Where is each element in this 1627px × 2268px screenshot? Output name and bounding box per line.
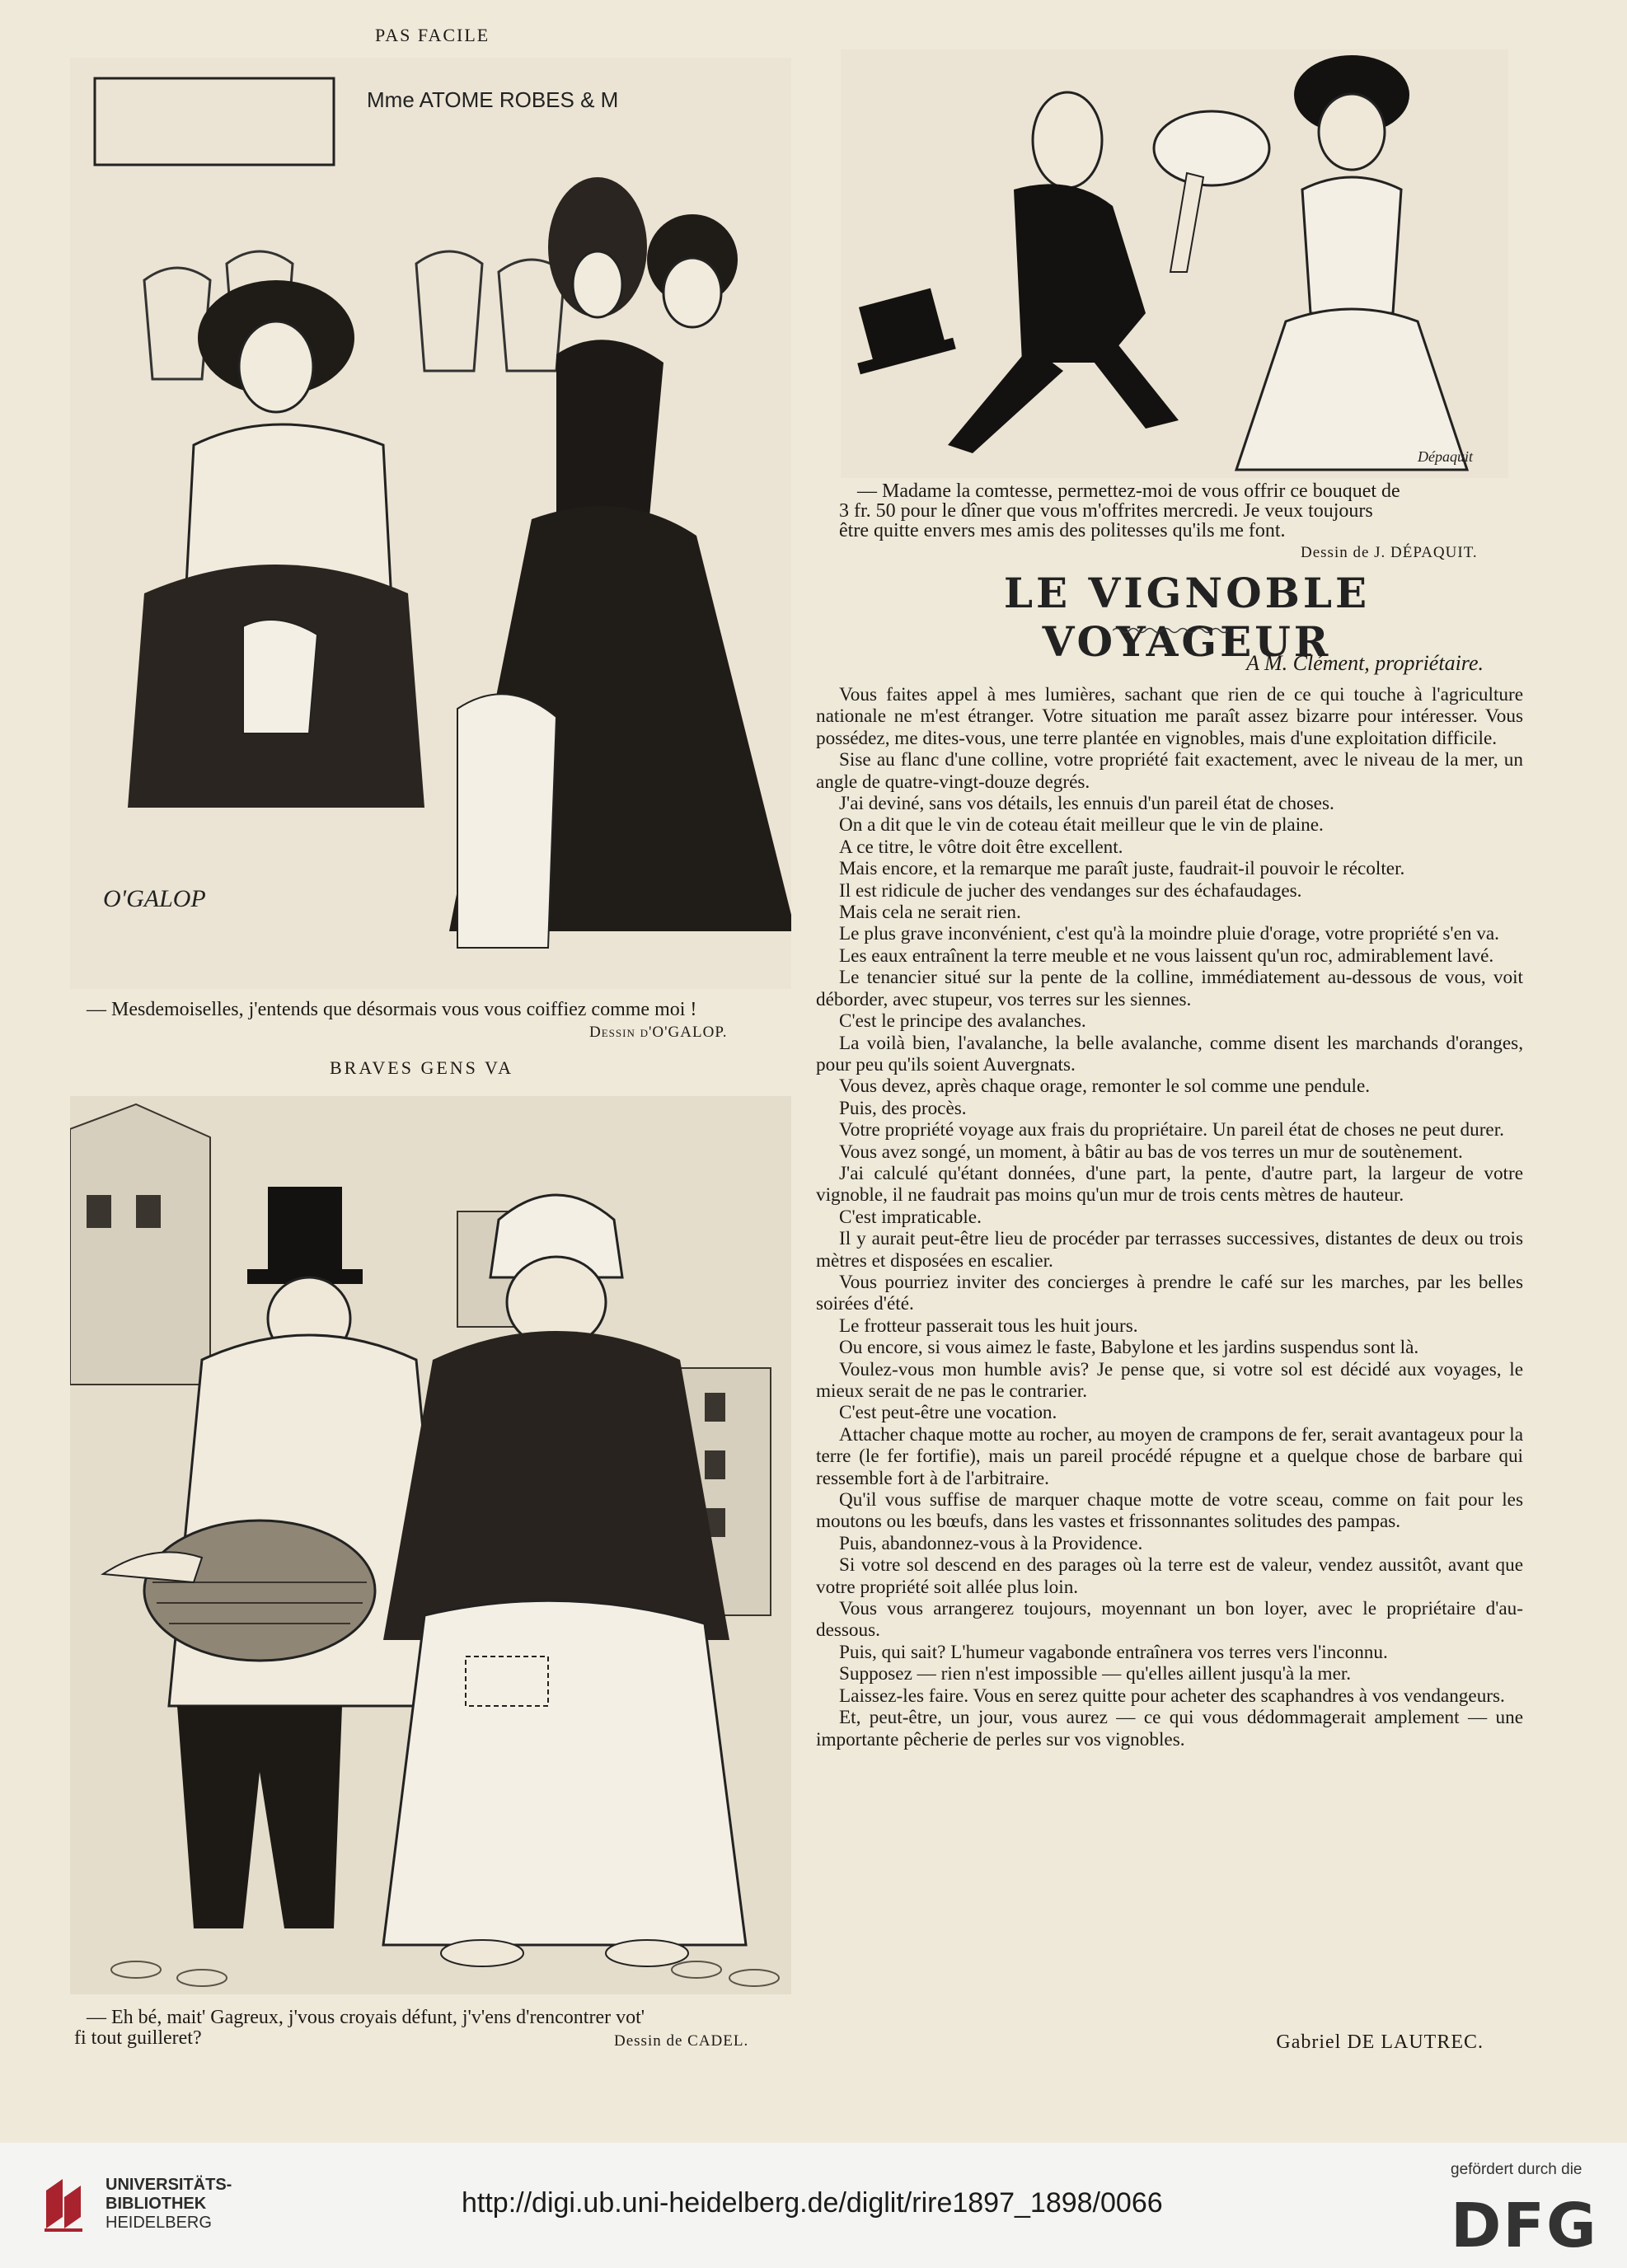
caption-bouquet-line2: 3 fr. 50 pour le dîner que vous m'offrites mercredi. Je veux toujours: [839, 500, 1373, 522]
credit-ogalop: Dessin d'O'GALOP.: [589, 1024, 728, 1041]
caption-bouquet-line3: être quitte envers mes amis des politesses qu'ils me font.: [839, 520, 1286, 541]
library-name-line: BIBLIOTHEK: [105, 2195, 207, 2213]
article-paragraph: Puis, qui sait? L'humeur vagabonde entraînera vos terres vers l'inconnu.: [839, 1641, 1388, 1663]
article-paragraph: Vous avez songé, un moment, à bâtir au bas de vos terres un mur de soutènement.: [839, 1141, 1463, 1163]
article-paragraph: Il y aurait peut-être lieu de procéder par terrasses successives, distantes de deux ou trois mètres et disposées en escalier.: [816, 1228, 1523, 1272]
article-paragraph: A ce titre, le vôtre doit être excellent.: [839, 836, 1123, 858]
article-paragraph: Mais cela ne serait rien.: [839, 902, 1021, 924]
article-paragraph: Vous vous arrangerez toujours, moyennant un bon loyer, avec le propriétaire d'au-dessous.: [816, 1598, 1523, 1642]
article-paragraph: Laissez-les faire. Vous en serez quitte pour acheter des scaphandres à vos vendangeurs.: [839, 1685, 1505, 1707]
article-title: LE VIGNOBLE VOYAGEUR: [1003, 569, 1371, 666]
illustration-market: [70, 1096, 791, 1994]
article-body: [816, 684, 1523, 1750]
article-paragraph: Il est ridicule de jucher des vendanges sur des échafaudages.: [839, 879, 1302, 902]
article-paragraph: Mais encore, et la remarque me paraît juste, faudrait-il pouvoir le récolter.: [839, 858, 1405, 880]
caption-market-line1: — Eh bé, mait' Gagreux, j'vous croyais défunt, j'v'ens d'rencontrer vot': [87, 2007, 645, 2028]
permalink-url[interactable]: http://digi.ub.uni-heidelberg.de/diglit/rire1897_1898/0066: [462, 2187, 1163, 2219]
bouquet-drawing: [841, 49, 1508, 478]
section-label-braves-gens: BRAVES GENS VA: [330, 1057, 513, 1078]
article-paragraph: Vous devez, après chaque orage, remonter le sol comme une pendule.: [839, 1075, 1371, 1098]
credit-cadel: Dessin de CADEL.: [614, 2032, 749, 2050]
library-name-line: UNIVERSITÄTS-: [105, 2176, 232, 2194]
market-drawing: [70, 1096, 791, 1994]
article-paragraph: Qu'il vous suffise de marquer chaque motte de votre sceau, comme on fait pour les moutons ou les bœufs, dans les vastes et frissonnantes solitudes des pampas.: [816, 1489, 1523, 1533]
article-paragraph: Vous faites appel à mes lumières, sachant que rien de ce qui touche à l'agriculture nationale ne m'est étranger. Votre situation me paraît assez bizarre pour intéresser. Vous possédez, me dites-vous, une terre plantée en vignobles, mais d'une exploitation difficile.: [816, 684, 1523, 749]
title-ornament: [1113, 626, 1228, 635]
article-paragraph: J'ai deviné, sans vos détails, les ennuis d'un pareil état de choses.: [839, 793, 1334, 815]
article-paragraph: Supposez — rien n'est impossible — qu'elles aillent jusqu'à la mer.: [839, 1663, 1352, 1685]
artist-mark-depaquit: Dépaquit: [1418, 448, 1473, 465]
article-paragraph: C'est peut-être une vocation.: [839, 1402, 1057, 1424]
article-paragraph: Puis, abandonnez-vous à la Providence.: [839, 1532, 1143, 1554]
artist-mark-ogalop: O'GALOP: [103, 885, 206, 912]
article-paragraph: On a dit que le vin de coteau était meilleur que le vin de plaine.: [839, 814, 1324, 836]
dfg-logo: DFG: [1451, 2191, 1598, 2261]
caption-dressmaker: — Mesdemoiselles, j'entends que désormais vous vous coiffiez comme moi !: [87, 999, 697, 1020]
credit-depaquit: Dessin de J. DÉPAQUIT.: [1301, 544, 1478, 561]
article-paragraph: Sise au flanc d'une colline, votre propriété fait exactement, avec le niveau de la mer, un angle de quatre-vingt-douze degrés.: [816, 749, 1523, 793]
article-paragraph: Le plus grave inconvénient, c'est qu'à la moindre pluie d'orage, votre propriété s'en va.: [839, 923, 1499, 945]
dressmaker-drawing: [70, 58, 791, 989]
article-signature: Gabriel DE LAUTREC.: [1276, 2031, 1484, 2053]
illustration-dressmaker: [70, 58, 791, 989]
article-paragraph: Puis, des procès.: [839, 1097, 967, 1119]
article-paragraph: Vous pourriez inviter des concierges à prendre le café sur les marches, par les belles soirées d'été.: [816, 1271, 1523, 1315]
article-paragraph: Attacher chaque motte au rocher, au moyen de crampons de fer, serait avantageux pour la terre (le fer fortifie), mais un pareil procédé répugne et a quelque chose de barbare qui ressemble fort à de l'arbitraire.: [816, 1423, 1523, 1489]
caption-bouquet-line1: — Madame la comtesse, permettez-moi de vous offrir ce bouquet de: [857, 480, 1400, 502]
running-head: PAS FACILE: [375, 25, 490, 45]
article-paragraph: Si votre sol descend en des parages où la terre est de valeur, vendez aussitôt, avant que votre propriété soit allée plus loin.: [816, 1554, 1523, 1598]
illustration-bouquet: [841, 49, 1508, 478]
article-paragraph: Les eaux entraînent la terre meuble et ne vous laissent qu'un roc, admirablement lavé.: [839, 944, 1494, 967]
article-paragraph: Voulez-vous mon humble avis? Je pense que, si votre sol est décidé aux voyages, le mieux serait de ne pas le contrarier.: [816, 1358, 1523, 1402]
article-paragraph: Votre propriété voyage aux frais du propriétaire. Un pareil état de choses ne peut durer.: [839, 1119, 1504, 1141]
article-paragraph: J'ai calculé qu'étant données, d'une part, la pente, d'autre part, la largeur de votre vignoble, il ne faudrait pas moins qu'un mur de trois cents mètres de hauteur.: [816, 1162, 1523, 1207]
article-dedication: A M. Clément, propriétaire.: [1246, 651, 1484, 675]
article-paragraph: C'est le principe des avalanches.: [839, 1010, 1086, 1033]
university-library-logo-icon: [38, 2174, 96, 2233]
article-paragraph: Ou encore, si vous aimez le faste, Babylone et les jardins suspendus sont là.: [839, 1337, 1419, 1359]
digitization-footer: [0, 2143, 1627, 2268]
article-paragraph: Et, peut-être, un jour, vous aurez — ce qui vous dédommagerait amplement — une importante pêcherie de perles sur vos vignobles.: [816, 1707, 1523, 1750]
caption-market-line2: fi tout guilleret?: [74, 2027, 202, 2049]
article-paragraph: La voilà bien, l'avalanche, la belle avalanche, comme disent les marchands d'oranges, pour peu qu'ils soient Auvergnats.: [816, 1032, 1523, 1075]
article-paragraph: Le frotteur passerait tous les huit jours.: [839, 1314, 1138, 1337]
article-paragraph: C'est impraticable.: [839, 1206, 982, 1228]
shop-sign-text: Mme ATOME ROBES & M: [367, 87, 619, 112]
university-library-name: [105, 2176, 232, 2233]
library-name-line: HEIDELBERG: [105, 2214, 212, 2232]
article-paragraph: Le tenancier situé sur la pente de la colline, immédiatement au-dessous de vous, voit déborder, avec stupeur, vos terres sur les siennes.: [816, 967, 1523, 1010]
sponsor-note: gefördert durch die: [1451, 2161, 1582, 2178]
